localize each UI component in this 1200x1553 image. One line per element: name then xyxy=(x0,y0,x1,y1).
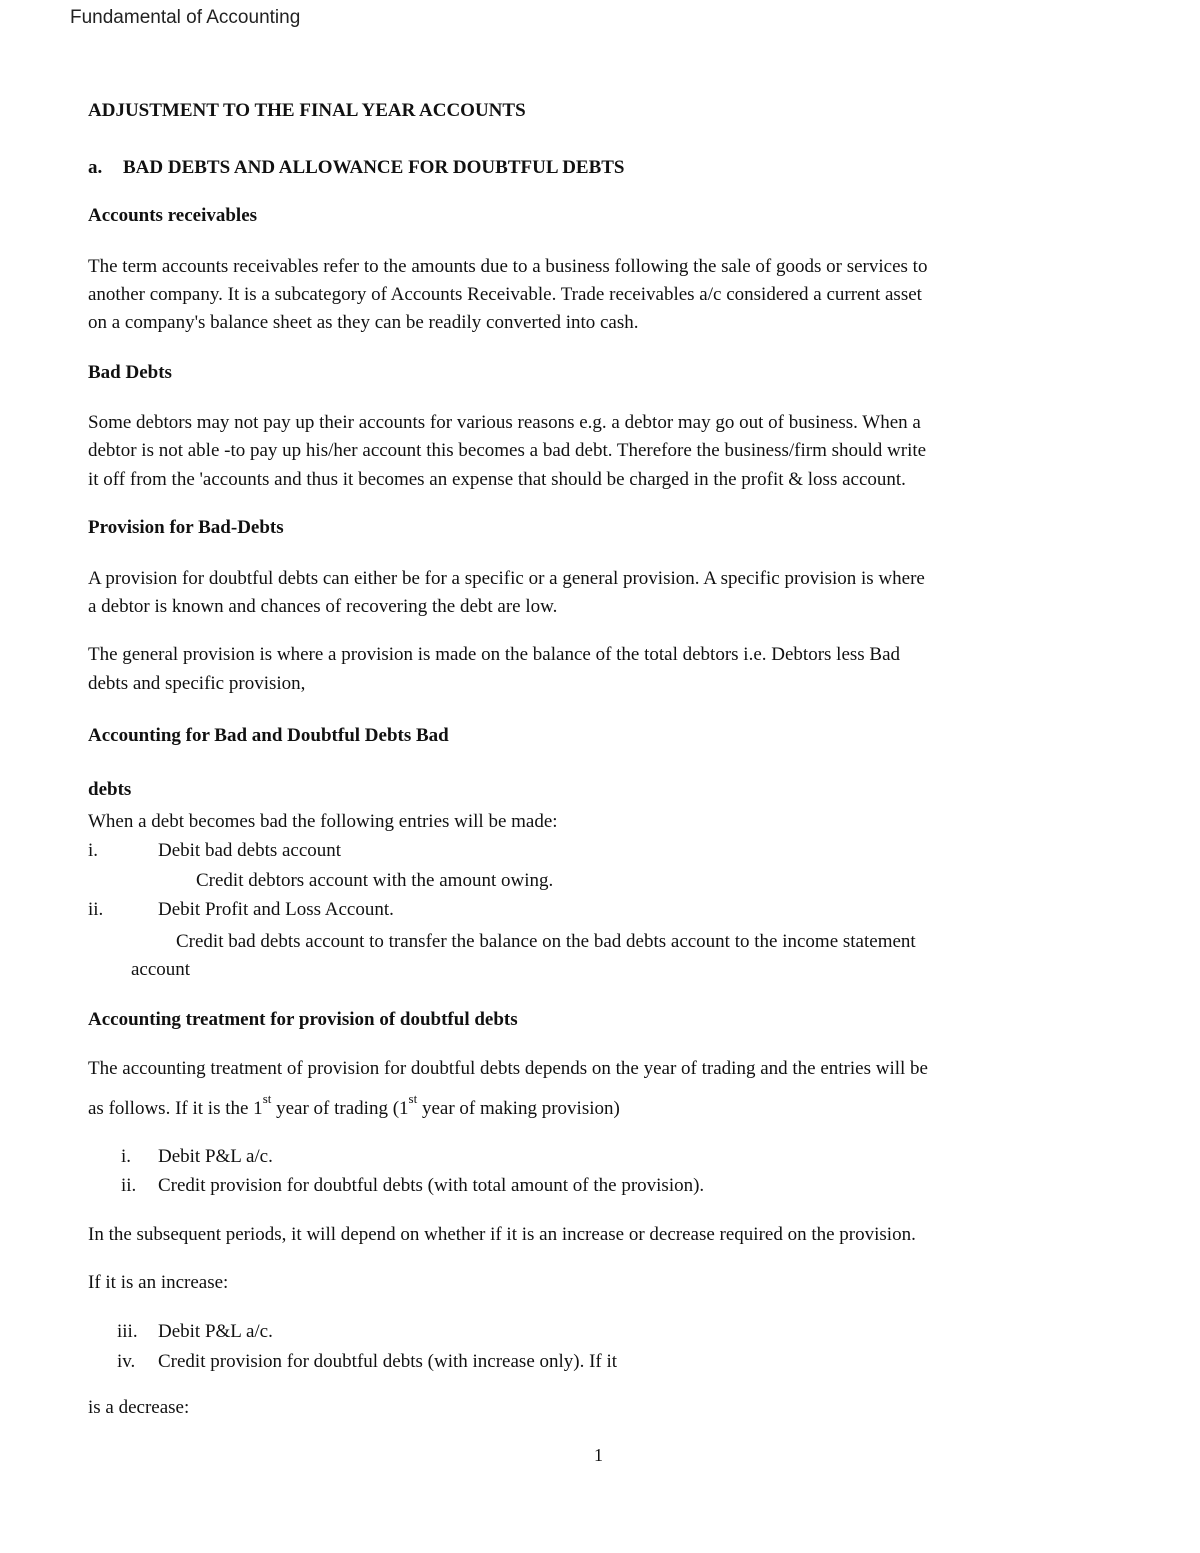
treatment-heading: Accounting treatment for provision of doubtful debts xyxy=(88,1009,518,1030)
entry-2-credit-continued: account xyxy=(131,959,191,980)
accounting-bad-doubtful-heading: Accounting for Bad and Doubtful Debts Bad xyxy=(88,725,449,746)
first-year-item-1-text: Debit P&L a/c. xyxy=(158,1146,273,1167)
increase-item-1-text: Debit P&L a/c. xyxy=(158,1321,273,1342)
increase-item-1-marker: iii. xyxy=(117,1321,138,1342)
main-heading: ADJUSTMENT TO THE FINAL YEAR ACCOUNTS xyxy=(88,100,526,121)
entry-1-marker: i. xyxy=(88,840,99,861)
subsequent-periods-text: In the subsequent periods, it will depend on whether if it is an increase or decrease required on the provision. xyxy=(88,1224,916,1245)
bad-debts-line-3: it off from the 'accounts and thus it becomes an expense that should be charged in the profit & loss account. xyxy=(88,469,906,490)
accounts-receivables-line-1: The term accounts receivables refer to the amounts due to a business following the sale of goods or services to xyxy=(88,256,928,277)
provision-para1-line-1: A provision for doubtful debts can either be for a specific or a general provision. A specific provision is where xyxy=(88,568,925,589)
treatment-line-2-part-2: year of trading (1 xyxy=(271,1098,409,1119)
provision-heading: Provision for Bad-Debts xyxy=(88,517,284,538)
ordinal-suffix-2: st xyxy=(408,1090,418,1106)
bad-debts-heading: Bad Debts xyxy=(88,362,172,383)
accounts-receivables-line-2: another company. It is a subcategory of Accounts Receivable. Trade receivables a/c considered a current asset xyxy=(88,284,922,305)
accounts-receivables-heading: Accounts receivables xyxy=(88,205,258,226)
accounts-receivables-line-3: on a company's balance sheet as they can be readily converted into cash. xyxy=(88,312,639,333)
bad-debts-line-1: Some debtors may not pay up their accounts for various reasons e.g. a debtor may go out of business. When a xyxy=(88,412,921,433)
entry-2-marker: ii. xyxy=(88,899,104,920)
accounting-bad-doubtful-subheading: debts xyxy=(88,779,132,800)
decrease-intro: is a decrease: xyxy=(88,1397,190,1418)
entry-2-debit: Debit Profit and Loss Account. xyxy=(158,899,394,920)
page-header-title: Fundamental of Accounting xyxy=(70,7,301,28)
page-number: 1 xyxy=(594,1445,603,1465)
increase-intro: If it is an increase: xyxy=(88,1272,229,1293)
provision-para1-line-2: a debtor is known and chances of recovering the debt are low. xyxy=(88,596,558,617)
increase-item-2-marker: iv. xyxy=(117,1351,136,1372)
section-a-title: BAD DEBTS AND ALLOWANCE FOR DOUBTFUL DEBTS xyxy=(123,157,625,178)
treatment-line-1: The accounting treatment of provision for doubtful debts depends on the year of trading and the entries will be xyxy=(88,1058,928,1079)
treatment-line-2-part-3: year of making provision) xyxy=(417,1098,620,1119)
provision-para2-line-1: The general provision is where a provision is made on the balance of the total debtors i.e. Debtors less Bad xyxy=(88,644,901,665)
bad-debts-line-2: debtor is not able -to pay up his/her account this becomes a bad debt. Therefore the business/firm should write xyxy=(88,440,927,461)
provision-para2-line-2: debts and specific provision, xyxy=(88,673,306,694)
first-year-item-1-marker: i. xyxy=(121,1146,132,1167)
treatment-line-2 xyxy=(88,1090,620,1123)
first-year-item-2-text: Credit provision for doubtful debts (with total amount of the provision). xyxy=(158,1175,705,1196)
entry-2-credit: Credit bad debts account to transfer the balance on the bad debts account to the income statement xyxy=(176,931,916,952)
treatment-line-2-part-1: as follows. If it is the 1 xyxy=(88,1098,263,1119)
bad-debt-entries-intro: When a debt becomes bad the following entries will be made: xyxy=(88,811,558,832)
increase-item-2-text: Credit provision for doubtful debts (with increase only). If it xyxy=(158,1351,618,1372)
first-year-item-2-marker: ii. xyxy=(121,1175,137,1196)
entry-1-debit: Debit bad debts account xyxy=(158,840,342,861)
ordinal-suffix-1: st xyxy=(262,1090,272,1106)
section-a-marker: a. xyxy=(88,157,103,178)
entry-1-credit: Credit debtors account with the amount owing. xyxy=(196,870,554,891)
